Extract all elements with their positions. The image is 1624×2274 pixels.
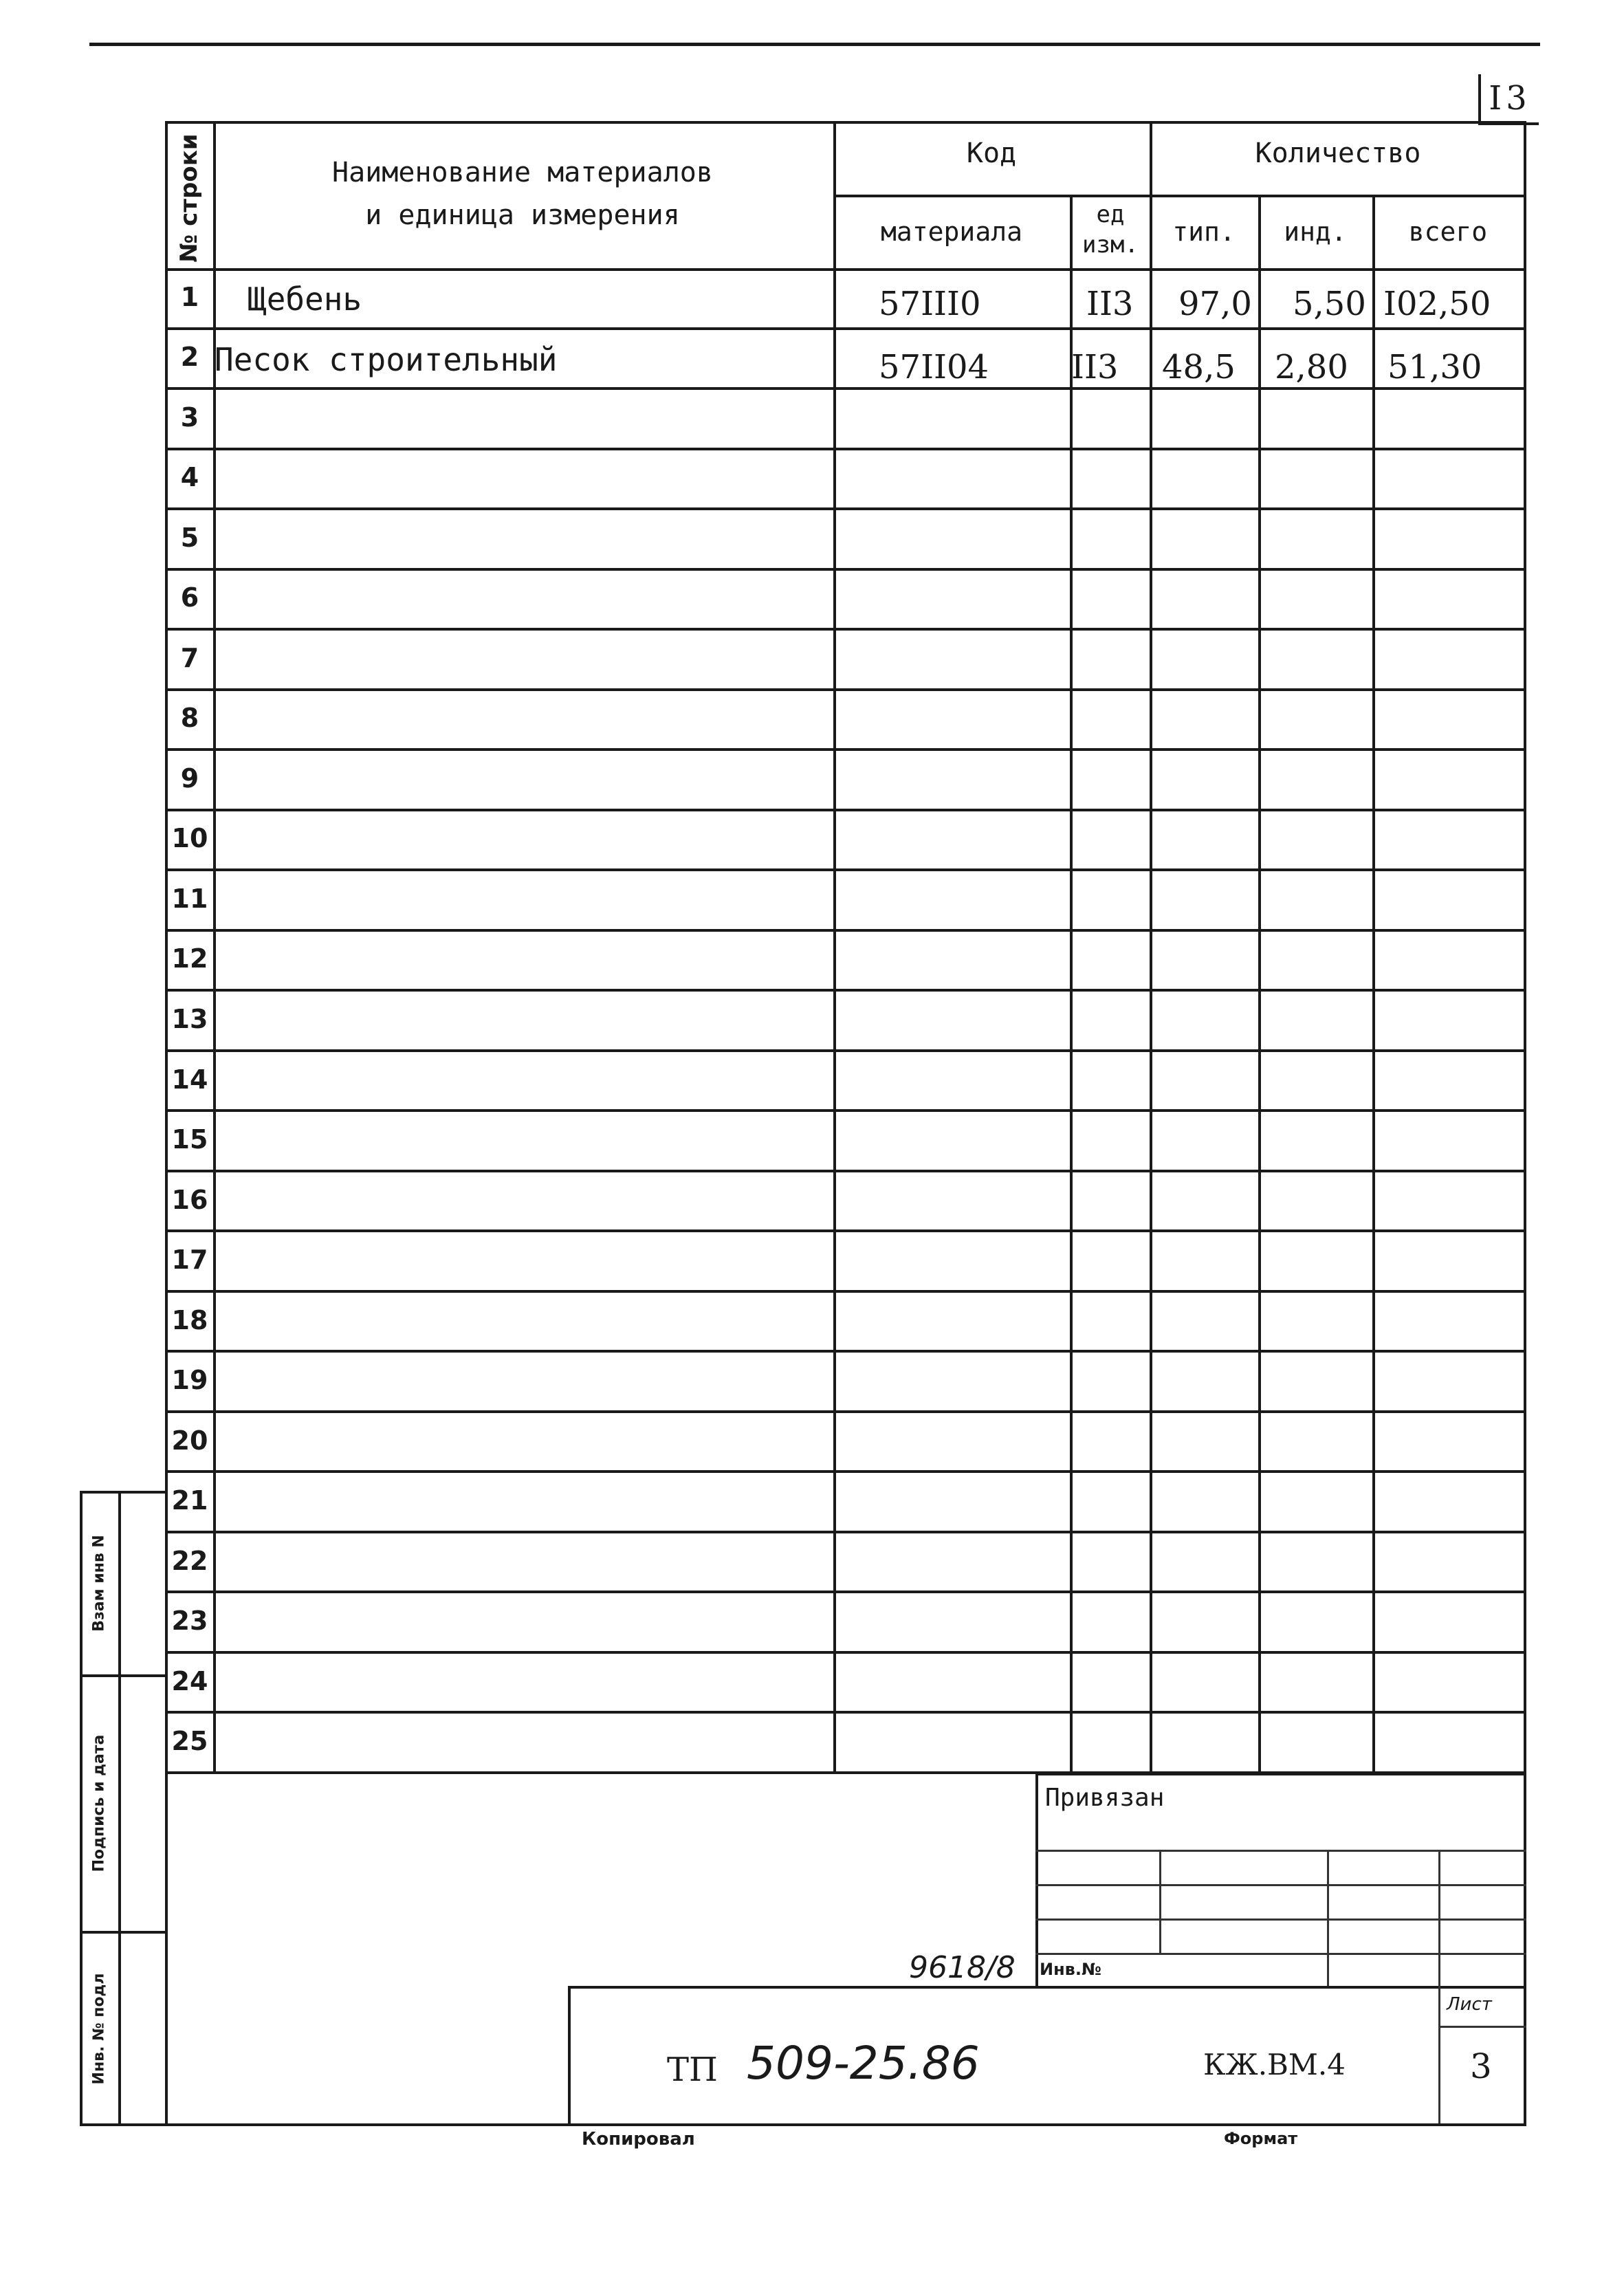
side-stamp-mid <box>118 1492 121 2125</box>
archive-number: 9618/8 <box>909 1950 1016 1985</box>
table-col-ind <box>1258 196 1261 1773</box>
stamp-left-line <box>568 1986 571 2123</box>
side-stamp-top <box>80 1491 168 1494</box>
privyazan-row4 <box>1035 1953 1526 1955</box>
row-separator <box>165 868 1526 871</box>
header-name-line1: Наименование материалов <box>332 157 713 188</box>
row-separator <box>165 1531 1526 1533</box>
header-code: Код <box>966 138 1017 169</box>
row-number: 17 <box>171 1245 208 1276</box>
privyazan-col3 <box>1438 1850 1440 1986</box>
page-bottom-line <box>80 2123 1526 2126</box>
row-number: 10 <box>171 823 208 854</box>
header-ind: инд. <box>1284 217 1347 247</box>
stamp-list-line <box>1438 2026 1526 2028</box>
row-separator <box>165 1410 1526 1413</box>
row-separator <box>165 1049 1526 1052</box>
row-number: 1 <box>180 281 199 312</box>
row-number: 19 <box>171 1365 208 1396</box>
row-number: 4 <box>180 462 199 493</box>
row-1-unit-code: II3 <box>1086 285 1134 323</box>
row-separator <box>165 929 1526 932</box>
header-typ: тип. <box>1172 217 1236 247</box>
row-number: 22 <box>171 1545 208 1576</box>
row-1-typ: 97,0 <box>1178 285 1252 323</box>
row-separator <box>165 748 1526 751</box>
header-material: материала <box>881 217 1022 247</box>
row-separator <box>165 1590 1526 1593</box>
inv-no-label: Инв.№ <box>1040 1960 1101 1979</box>
row-separator <box>165 1350 1526 1353</box>
row-number: 14 <box>171 1064 208 1095</box>
side-stamp-div1 <box>80 1674 168 1677</box>
frame-left-lower <box>165 1773 168 2125</box>
tp-prefix: ТП <box>667 2051 718 2089</box>
row-separator <box>165 448 1526 450</box>
row-2-unit-code: II3 <box>1071 348 1119 386</box>
list-label: Лист <box>1447 1994 1492 2015</box>
privyazan-top <box>1035 1773 1526 1775</box>
row-separator <box>165 1109 1526 1112</box>
row-number: 12 <box>171 943 208 974</box>
row-separator <box>165 387 1526 390</box>
footer-copied: Копировал <box>582 2129 695 2150</box>
row-1-total: I02,50 <box>1383 285 1491 323</box>
row-2-total: 51,30 <box>1387 348 1482 386</box>
row-number: 7 <box>180 642 199 673</box>
table-col-unit <box>1070 196 1073 1773</box>
row-separator <box>165 1651 1526 1654</box>
row-number: 15 <box>171 1124 208 1155</box>
row-number: 11 <box>171 883 208 914</box>
row-number: 3 <box>180 402 199 433</box>
project-number: 509-25.86 <box>747 2037 980 2090</box>
row-number: 18 <box>171 1304 208 1335</box>
privyazan-row3 <box>1035 1918 1526 1921</box>
table-col-qty <box>1150 122 1152 1773</box>
side-stamp-outer <box>80 1492 83 2125</box>
privyazan-row1 <box>1035 1850 1526 1852</box>
row-number: 6 <box>180 582 199 613</box>
side-stamp-vzam: Взам инв N <box>90 1535 108 1632</box>
row-number: 9 <box>180 763 199 794</box>
row-number: 23 <box>171 1606 208 1637</box>
row-separator <box>165 507 1526 510</box>
side-stamp-podpis: Подпись и дата <box>90 1734 108 1872</box>
header-mid-line <box>833 195 1526 197</box>
row-2-material-code: 57II04 <box>879 348 989 386</box>
row-separator <box>165 1229 1526 1232</box>
table-right-border <box>1524 122 1526 2125</box>
row-separator <box>165 1711 1526 1714</box>
stamp-list-divider <box>1438 1986 1440 2123</box>
header-name-line2: и единица измерения <box>365 199 680 231</box>
header-row-number: № строки <box>175 133 203 263</box>
row-number: 24 <box>171 1665 208 1696</box>
row-separator <box>165 1290 1526 1293</box>
header-unit-line1: ед <box>1096 201 1125 228</box>
row-2-name: Песок строительный <box>215 341 558 378</box>
sheet-code: КЖ.ВМ.4 <box>1203 2048 1346 2081</box>
header-unit-line2: изм. <box>1082 231 1139 259</box>
row-separator <box>165 809 1526 811</box>
row-1-name: Щебень <box>248 281 362 318</box>
table-col-total <box>1372 196 1375 1773</box>
table-col-name <box>833 122 836 1773</box>
row-2-typ: 48,5 <box>1162 348 1236 386</box>
row-number: 2 <box>180 342 199 373</box>
row-2-ind: 2,80 <box>1275 348 1348 386</box>
row-separator <box>165 568 1526 571</box>
header-quantity: Количество <box>1255 138 1421 169</box>
row-number: 13 <box>171 1004 208 1034</box>
row-number: 8 <box>180 703 199 734</box>
privyazan-col1 <box>1159 1850 1161 1953</box>
row-separator <box>165 1170 1526 1172</box>
row-number: 5 <box>180 522 199 553</box>
top-rule <box>89 43 1540 46</box>
row-separator <box>165 628 1526 631</box>
privyazan-row2 <box>1035 1884 1526 1886</box>
row-separator <box>165 327 1526 330</box>
row-separator <box>165 989 1526 992</box>
header-bottom-line <box>165 268 1526 271</box>
row-1-ind: 5,50 <box>1293 285 1366 323</box>
row-1-material-code: 57III0 <box>879 285 981 323</box>
header-total: всего <box>1408 217 1488 247</box>
table-top-border <box>165 121 1526 124</box>
privyazan-col2 <box>1327 1850 1329 1986</box>
row-number: 16 <box>171 1184 208 1215</box>
row-number: 21 <box>171 1485 208 1516</box>
footer-format: Формат <box>1224 2129 1298 2148</box>
side-stamp-inv: Инв. № подл <box>90 1973 108 2085</box>
page-number: I3 <box>1478 74 1539 125</box>
list-number: 3 <box>1470 2046 1492 2086</box>
row-separator <box>165 688 1526 691</box>
row-separator <box>165 1470 1526 1473</box>
stamp-top-line <box>568 1986 1526 1989</box>
row-number: 25 <box>171 1726 208 1757</box>
row-number: 20 <box>171 1425 208 1456</box>
side-stamp-div2 <box>80 1931 168 1934</box>
privyazan-label: Привязан <box>1045 1784 1165 1812</box>
